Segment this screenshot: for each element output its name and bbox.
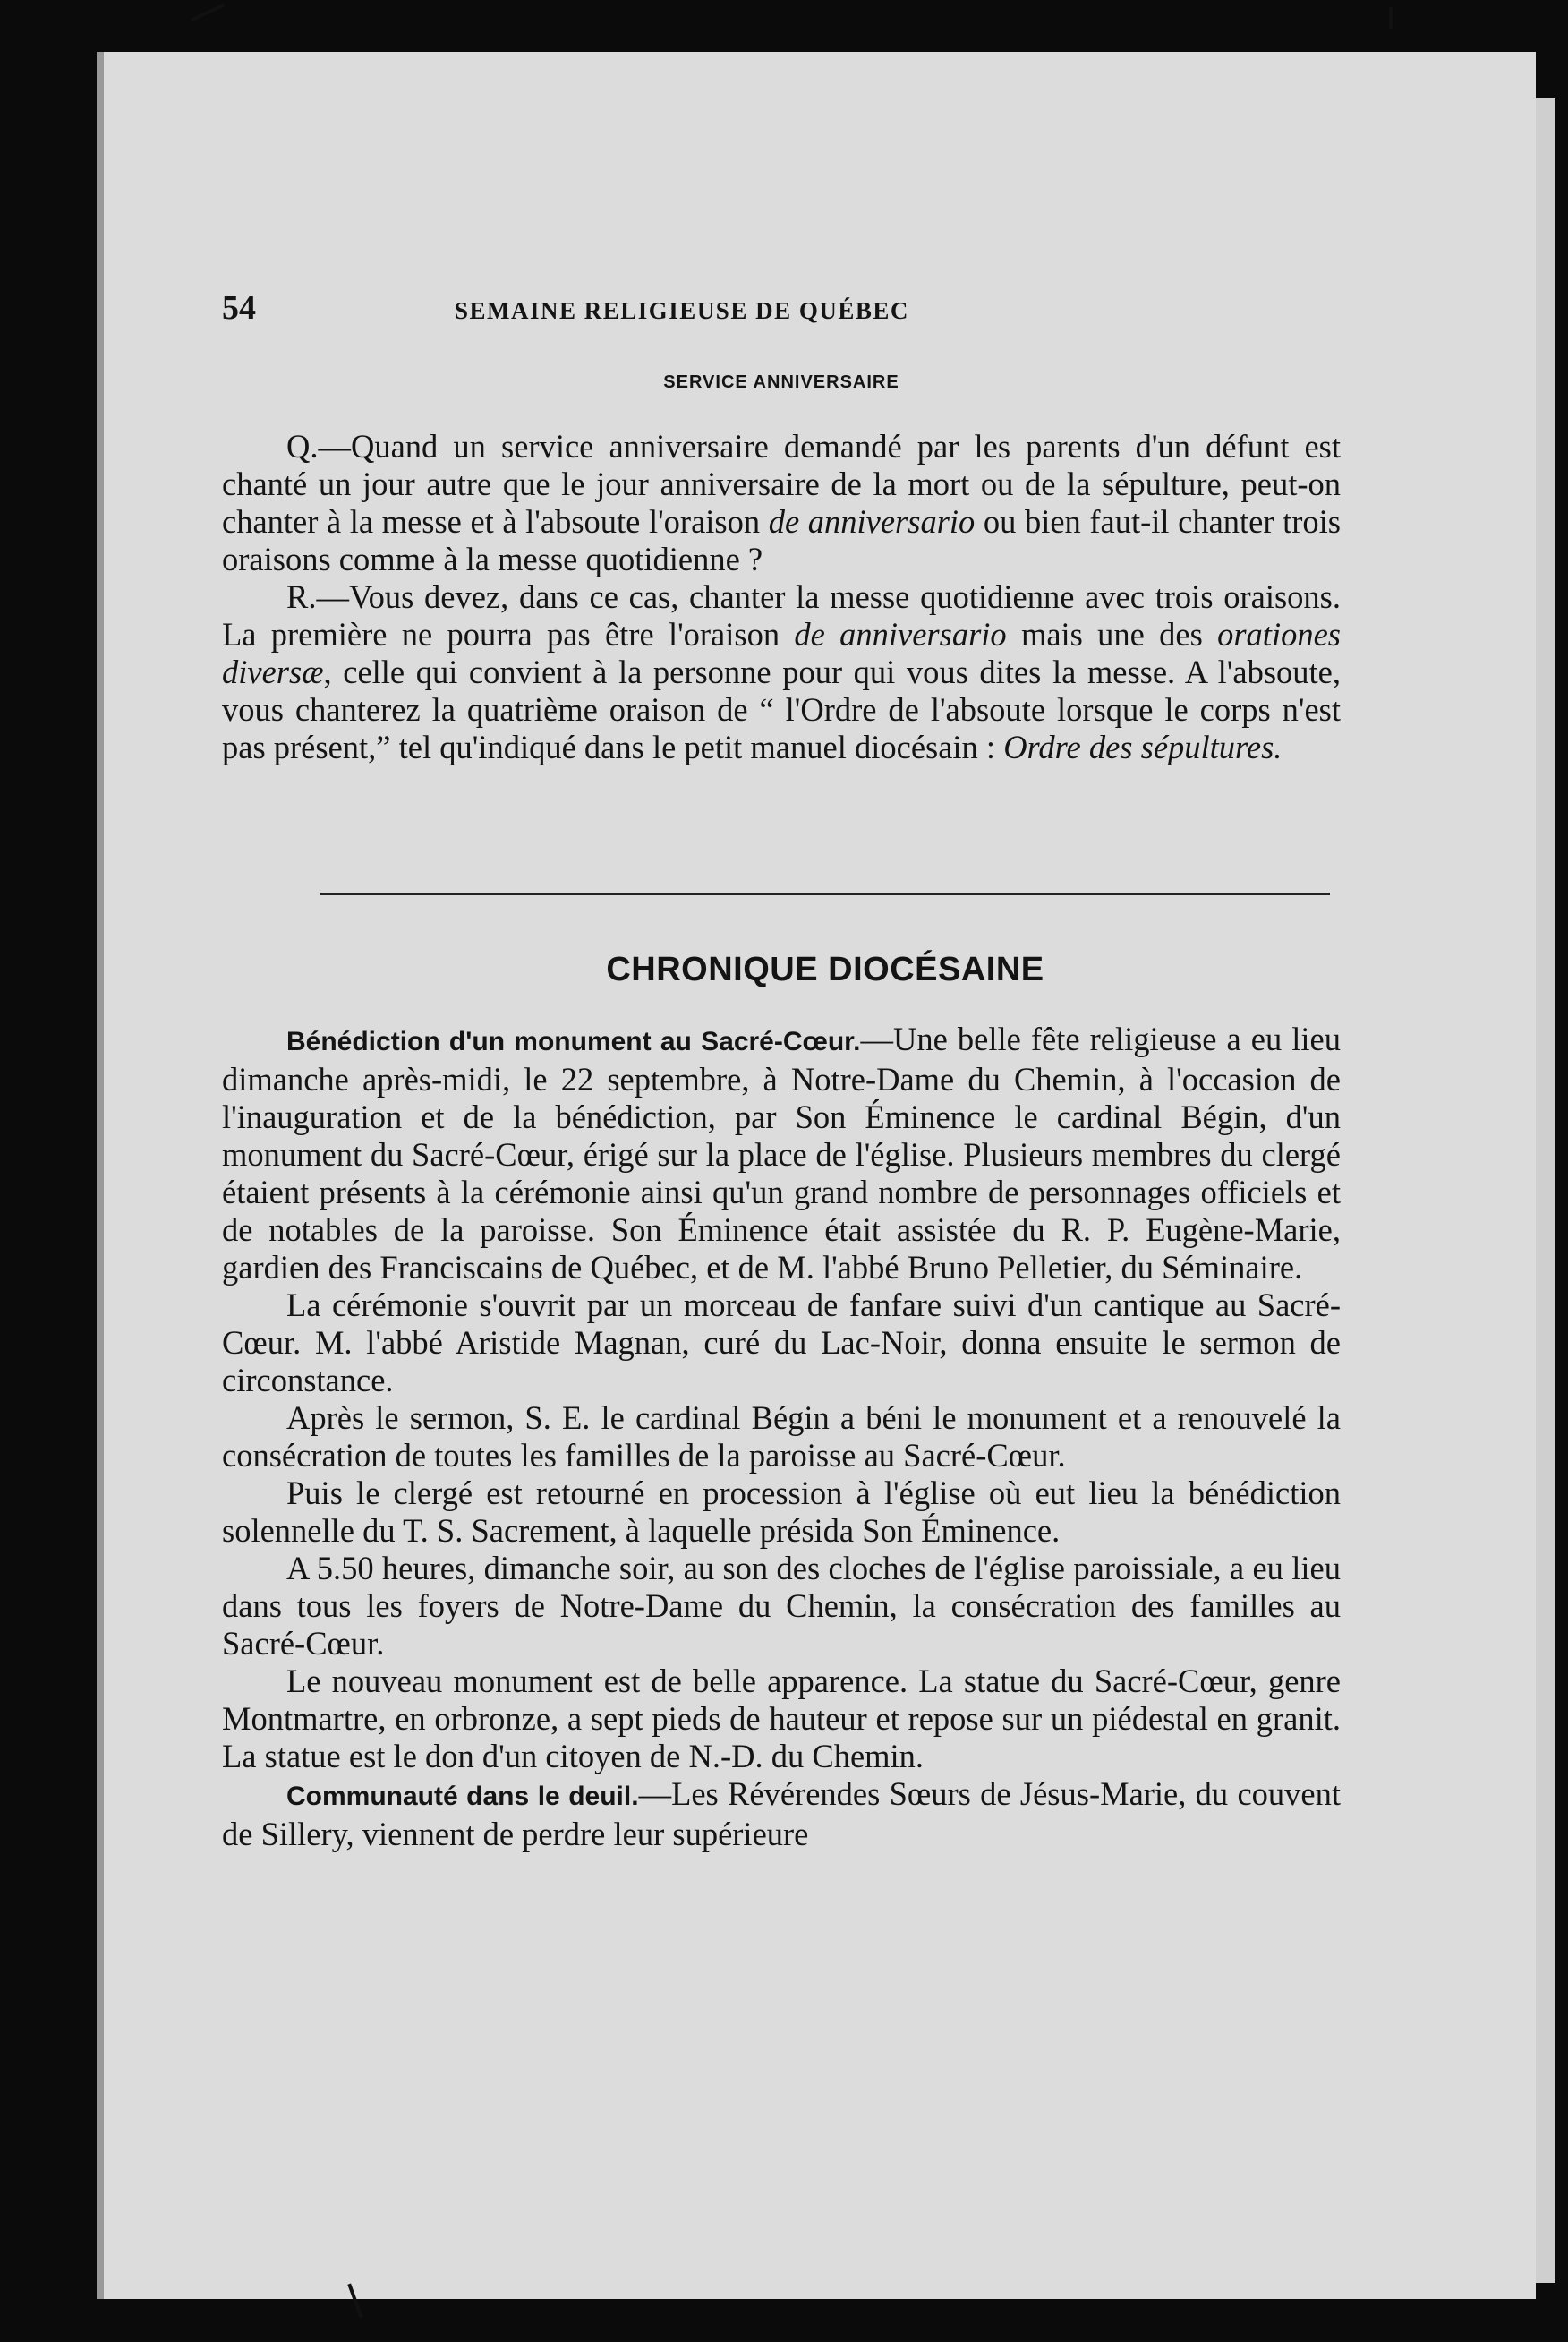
chronique-paragraph-4: Puis le clergé est retourné en procession à l'église où eut lieu la bénédiction solennelle du T. S. Sacrement, à laquelle présida Son Éminence. — [222, 1474, 1341, 1549]
paragraph-lead-communaute: Communauté dans le deuil. — [286, 1782, 639, 1811]
answer-text-3: , celle qui convient à la personne pour qui vous dites la messe. A l'absoute, vous chanterez la quatrième oraison de “ l'Ordre de l'absoute lorsque le corps n'est pas présent,” tel qu'indiqué dans le petit manuel diocésain : — [222, 654, 1341, 765]
chronique-paragraph-6: Le nouveau monument est de belle apparence. La statue du Sacré-Cœur, genre Montmartre, en orbronze, a sept pieds de hauteur et repose sur un piédestal en granit. La statue est le don d'un citoyen de N.-D. du Chemin. — [222, 1662, 1341, 1774]
answer-italic-1: de anniversario — [794, 616, 1007, 653]
section-heading-chronique: CHRONIQUE DIOCÉSAINE — [606, 951, 1044, 988]
question-paragraph — [222, 428, 1341, 578]
chronique-paragraph-3: Après le sermon, S. E. le cardinal Bégin a béni le monument et a renouvelé la consécration de toutes les familles de la paroisse au Sacré-Cœur. — [222, 1399, 1341, 1474]
answer-italic-2: orationes diversæ — [222, 616, 1341, 690]
answer-paragraph — [222, 578, 1341, 766]
chronique-body — [222, 1021, 1341, 1853]
question-text: Q.—Quand un service anniversaire demandé par les parents d'un défunt est chanté un jour autre que le jour anniversaire de la mort ou de la sépulture, peut-on chanter à la messe et à l'absoute l'oraison — [222, 428, 1341, 540]
film-speck — [191, 4, 225, 22]
service-anniversaire-body — [222, 428, 1341, 766]
page-number: 54 — [222, 289, 256, 327]
running-head: SEMAINE RELIGIEUSE DE QUÉBEC — [455, 297, 909, 324]
chronique-paragraph-5: A 5.50 heures, dimanche soir, au son des cloches de l'église paroissiale, a eu lieu dans tous les foyers de Notre-Dame du Chemin, la consécration des familles au Sacré-Cœur. — [222, 1550, 1341, 1662]
running-header — [222, 288, 1341, 328]
chronique-paragraph-1 — [222, 1021, 1341, 1286]
paragraph-text: —Les Révérendes Sœurs de Jésus-Marie, du couvent de Sillery, viennent de perdre leur supérieure — [222, 1775, 1342, 1852]
chronique-paragraph-7 — [222, 1775, 1341, 1853]
film-speck — [1389, 7, 1393, 29]
answer-text: R.—Vous devez, dans ce cas, chanter la messe quotidienne avec trois oraisons. La première ne pourra pas être l'oraison — [222, 578, 1341, 653]
section-divider — [320, 893, 1330, 895]
section-heading-service: SERVICE ANNIVERSAIRE — [663, 372, 899, 392]
answer-italic-3: Ordre des sépultures. — [1003, 729, 1283, 765]
question-text-end: ou bien faut-il chanter trois oraisons comme à la messe quotidienne ? — [222, 503, 1342, 577]
answer-text-2: mais une des — [1006, 616, 1218, 653]
paragraph-lead-benediction: Bénédiction d'un monument au Sacré-Cœur. — [286, 1027, 861, 1056]
chronique-paragraph-2: La cérémonie s'ouvrit par un morceau de fanfare suivi d'un cantique au Sacré-Cœur. M. l'abbé Aristide Magnan, curé du Lac-Noir, donna ensuite le sermon de circonstance. — [222, 1286, 1341, 1398]
paragraph-text: —Une belle fête religieuse a eu lieu dimanche après-midi, le 22 septembre, à Notre-Dame du Chemin, à l'occasion de l'inauguration et de la bénédiction, par Son Éminence le cardinal Bégin, d'un monument du Sacré-Cœur, érigé sur la place de l'église. Plusieurs membres du clergé étaient présents à la cérémonie ainsi qu'un grand nombre de personnages officiels et de notables de la paroisse. Son Éminence était assistée du R. P. Eugène-Marie, gardien des Franciscains de Québec, et de M. l'abbé Bruno Pelletier, du Séminaire. — [222, 1021, 1341, 1286]
question-italic: de anniversario — [768, 503, 976, 540]
